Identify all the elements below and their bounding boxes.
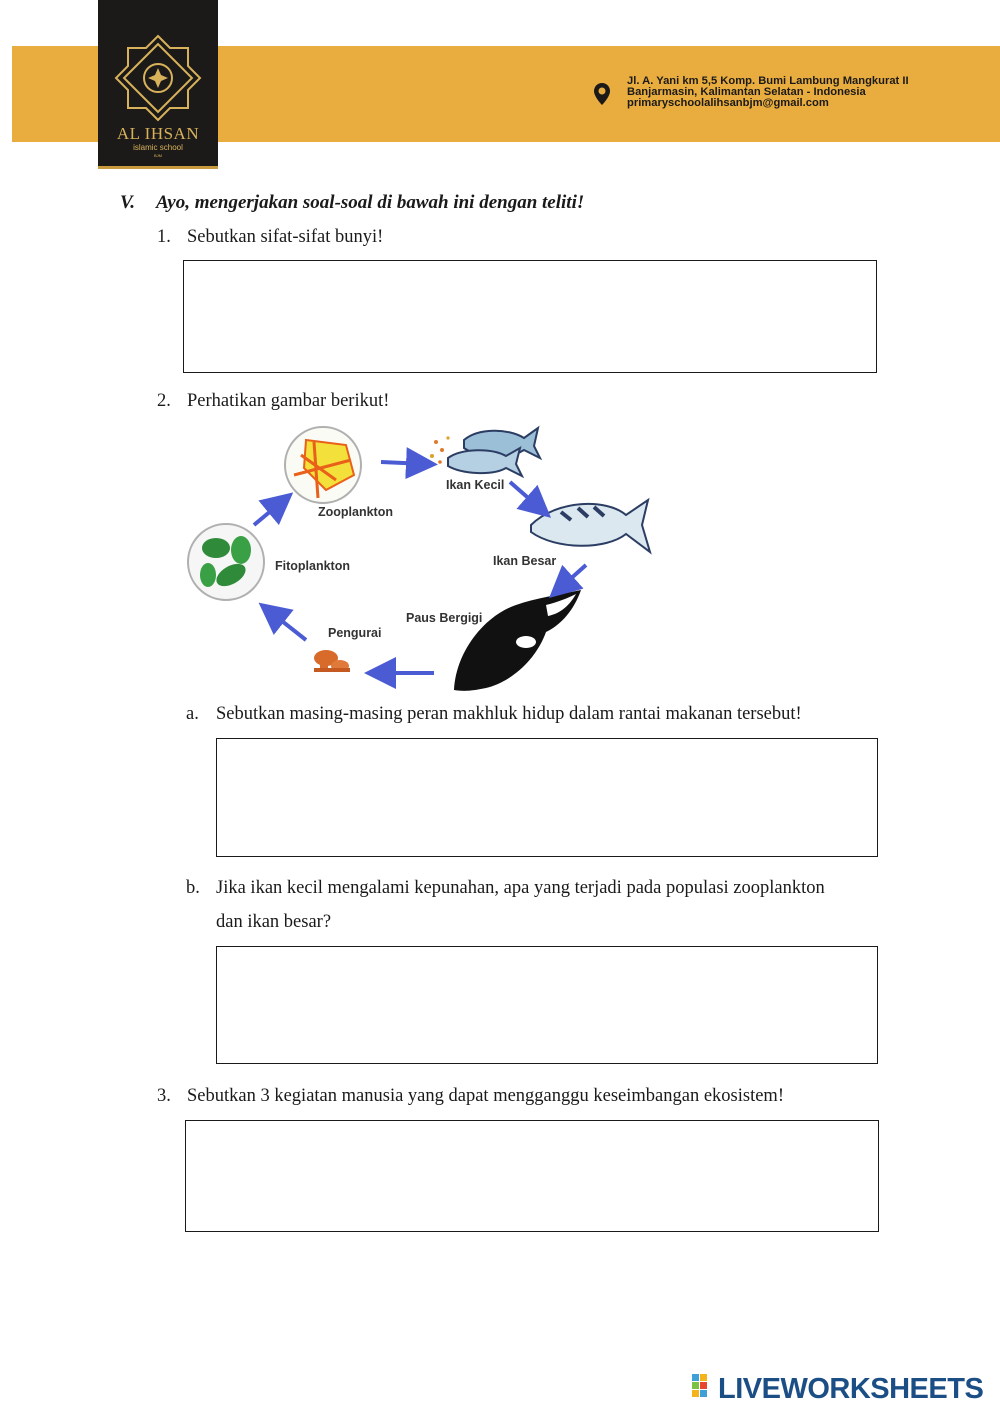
sub-question-letter: a. — [186, 704, 199, 724]
label-zooplankton: Zooplankton — [318, 505, 393, 519]
label-ikan-kecil: Ikan Kecil — [446, 478, 505, 492]
label-fitoplankton: Fitoplankton — [275, 559, 350, 573]
question-text: Perhatikan gambar berikut! — [187, 391, 390, 411]
liveworksheets-brand: LIVEWORKSHEETS — [718, 1373, 984, 1405]
food-chain-illustration — [186, 420, 656, 695]
liveworksheets-logo-icon — [692, 1374, 716, 1398]
location-pin-icon — [593, 82, 611, 106]
answer-box-3[interactable] — [185, 1120, 879, 1232]
sub-question-text: Sebutkan masing-masing peran makhluk hidup dalam rantai makanan tersebut! — [216, 704, 802, 724]
school-subtitle: islamic school — [133, 143, 183, 152]
address-line-1: Jl. A. Yani km 5,5 Komp. Bumi Lambung Mangkurat II — [627, 75, 909, 87]
food-chain-diagram — [186, 420, 656, 695]
answer-box-2b[interactable] — [216, 946, 878, 1064]
question-text: Sebutkan 3 kegiatan manusia yang dapat mengganggu keseimbangan ekosistem! — [187, 1086, 784, 1106]
sub-question-letter: b. — [186, 878, 200, 898]
question-number: 2. — [157, 391, 171, 411]
section-title: Ayo, mengerjakan soal-soal di bawah ini dengan teliti! — [156, 192, 585, 213]
question-text: Sebutkan sifat-sifat bunyi! — [187, 227, 384, 247]
answer-box-2a[interactable] — [216, 738, 878, 857]
arrow-zoo-to-smallfish — [381, 462, 426, 464]
arrow-decomposer-to-fito — [268, 610, 306, 640]
label-pengurai: Pengurai — [328, 626, 382, 640]
arrow-bigfish-to-orca — [558, 565, 586, 590]
section-heading — [120, 192, 584, 214]
school-city: BJM — [154, 153, 162, 158]
label-ikan-besar: Ikan Besar — [493, 554, 557, 568]
school-logo — [98, 0, 218, 169]
school-email: primaryschoolalihsanbjm@gmail.com — [627, 97, 829, 109]
orca-icon — [454, 590, 581, 691]
small-fish-icon — [430, 428, 540, 476]
question-number: 1. — [157, 227, 171, 247]
arrow-fito-to-zoo — [254, 500, 284, 525]
zooplankton-icon — [285, 427, 361, 503]
sub-question-text-line-2: dan ikan besar? — [216, 912, 332, 932]
school-name: AL IHSAN — [116, 124, 200, 143]
fitoplankton-icon — [188, 524, 264, 600]
big-fish-icon — [531, 500, 650, 552]
section-number: V. — [120, 192, 135, 213]
answer-box-1[interactable] — [183, 260, 877, 373]
address-line-2: Banjarmasin, Kalimantan Selatan - Indonesia — [627, 86, 866, 98]
sub-question-text-line-1: Jika ikan kecil mengalami kepunahan, apa yang terjadi pada populasi zooplankton — [216, 878, 825, 898]
decomposer-icon — [314, 650, 350, 672]
school-address — [627, 76, 909, 109]
question-number: 3. — [157, 1086, 171, 1106]
ornament-logo-icon — [104, 34, 212, 124]
label-paus-bergigi: Paus Bergigi — [406, 611, 483, 625]
arrow-smallfish-to-bigfish — [510, 482, 542, 510]
